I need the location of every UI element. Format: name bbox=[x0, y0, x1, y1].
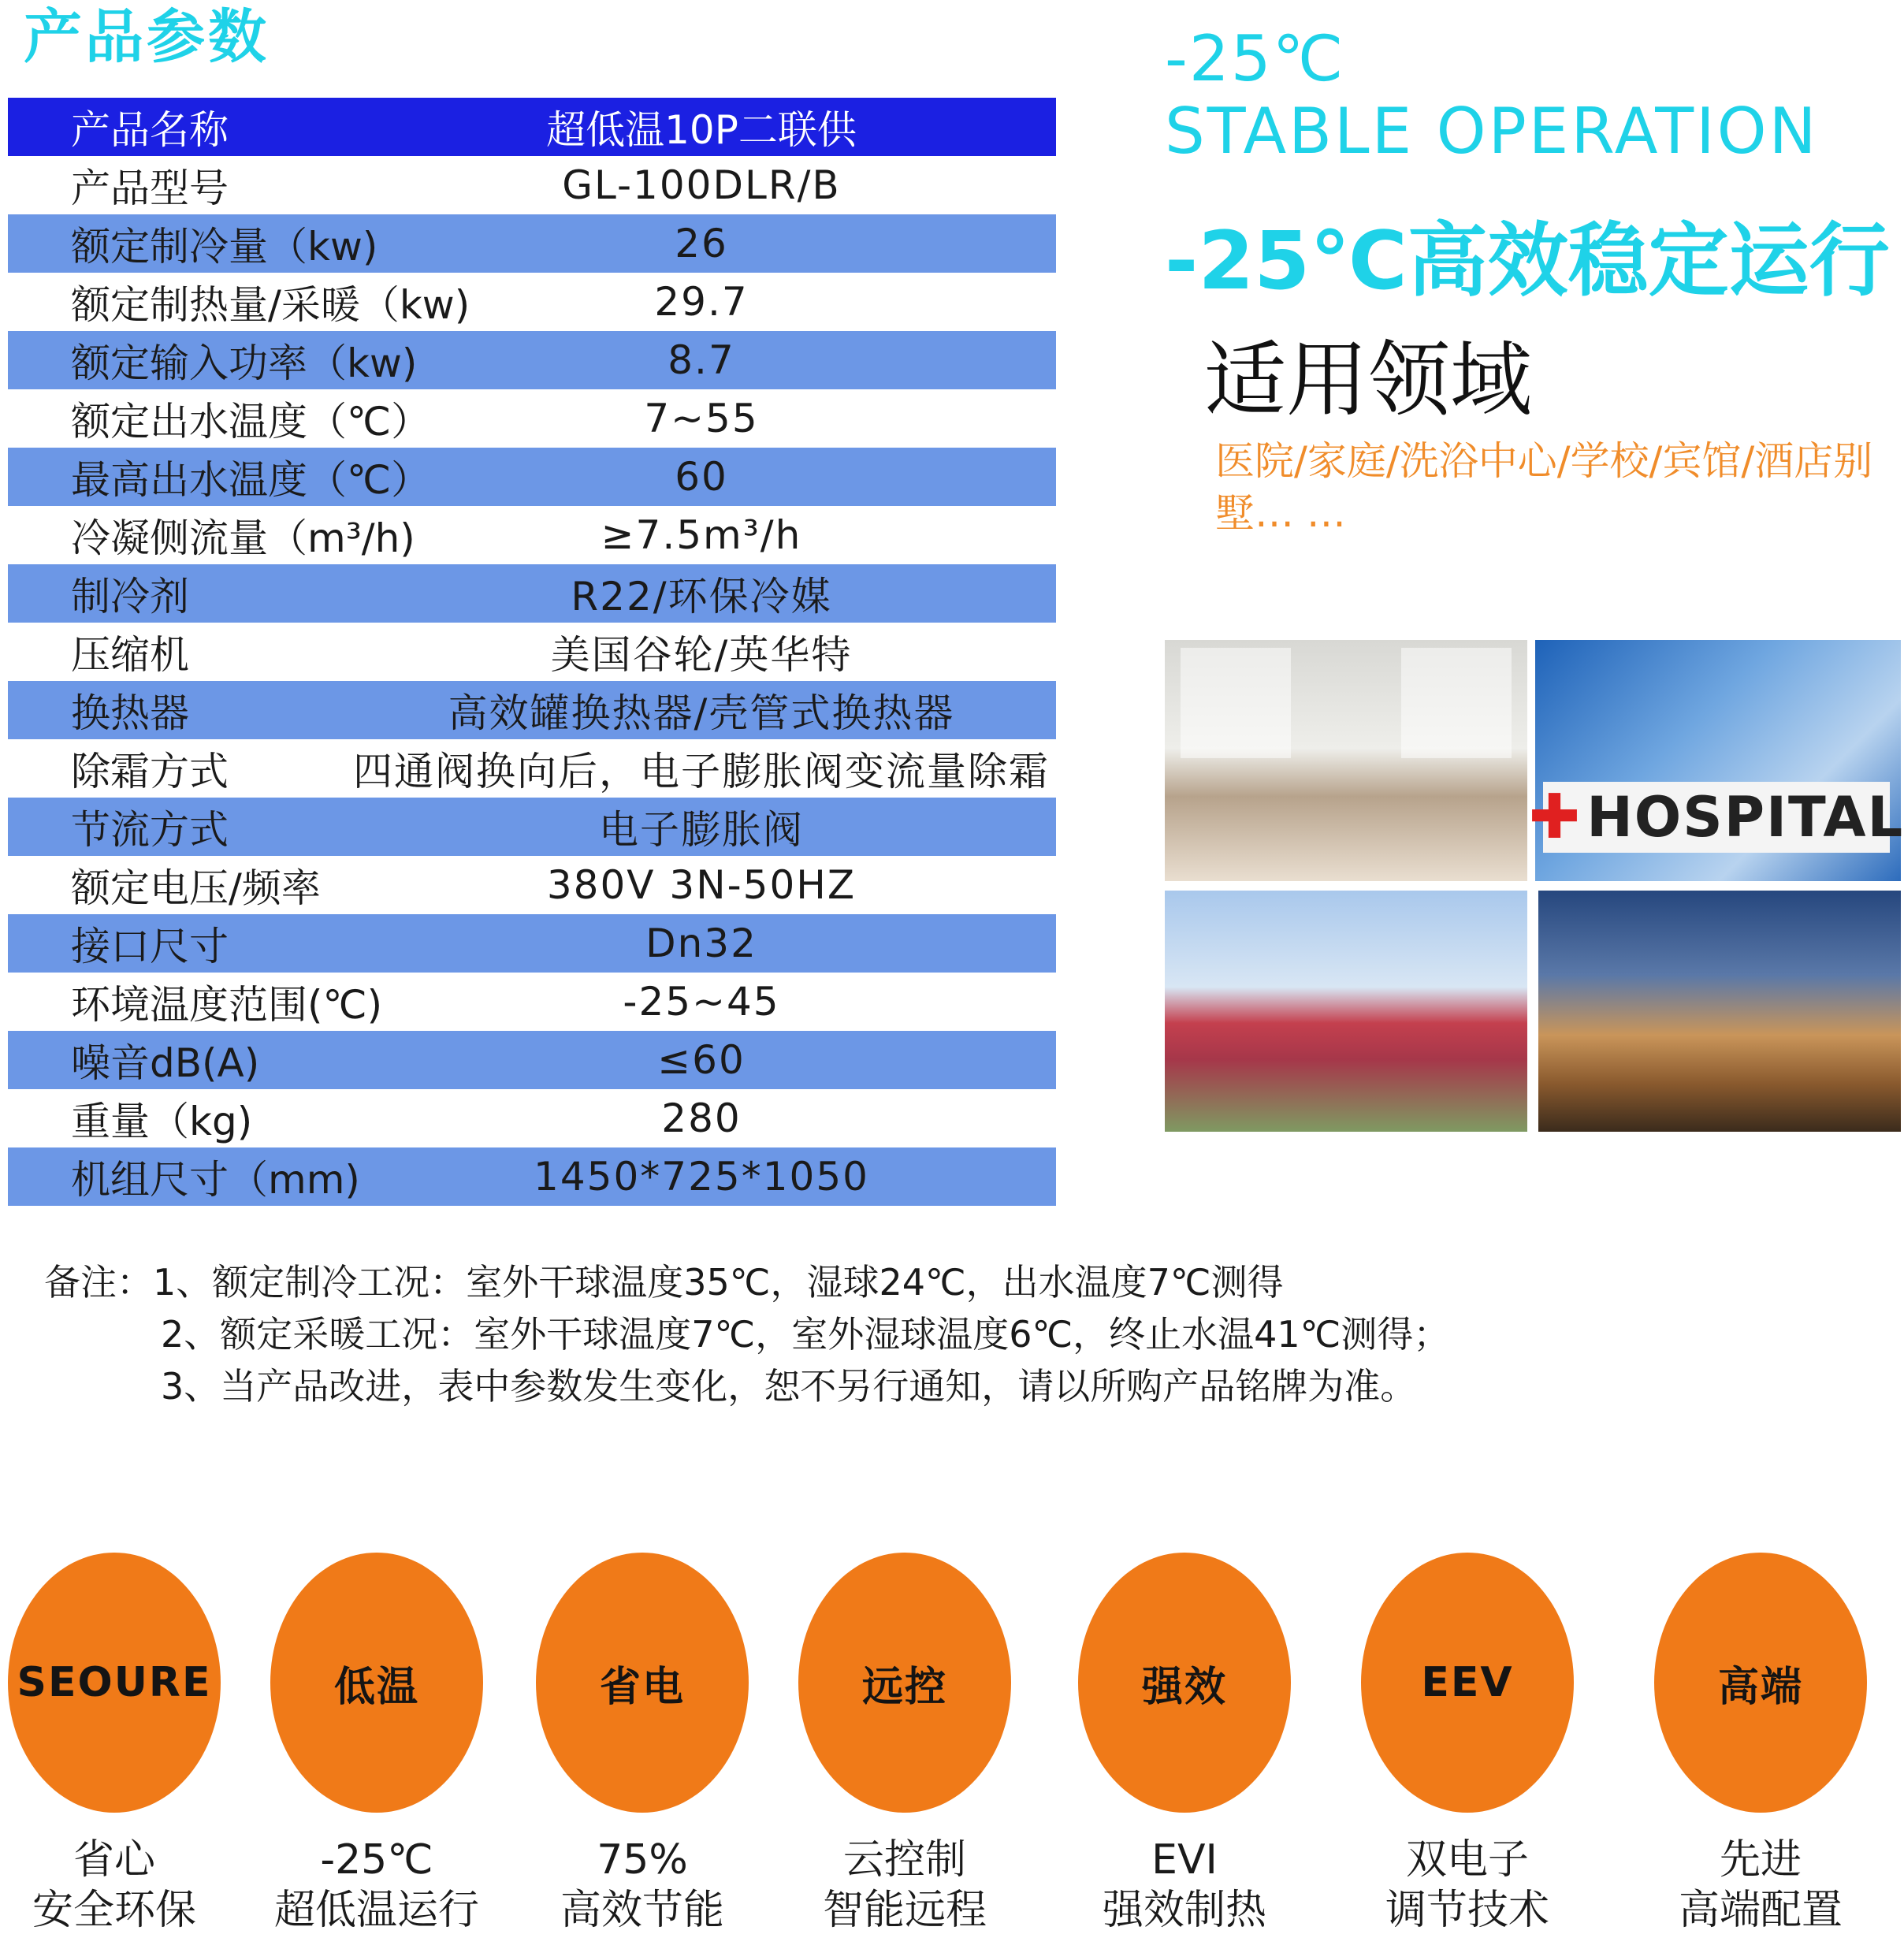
page-title: 产品参数 bbox=[24, 3, 270, 71]
row-value: 26 bbox=[675, 221, 728, 266]
table-row bbox=[8, 739, 1056, 798]
table-row bbox=[8, 214, 1056, 273]
table-row bbox=[8, 1147, 1056, 1206]
row-label: 环境温度范围(℃) bbox=[71, 982, 383, 1028]
table-row bbox=[8, 914, 1056, 973]
row-label: 噪音dB(A) bbox=[71, 1040, 260, 1086]
row-label: 额定制冷量（kw) bbox=[71, 224, 378, 270]
feature-line1: 双电子 bbox=[1405, 1836, 1529, 1884]
feature-line1: 省心 bbox=[73, 1836, 155, 1884]
feature-line2: 智能远程 bbox=[822, 1887, 987, 1934]
temperature-label: -25℃ bbox=[1165, 22, 1345, 95]
row-value: 1450*725*1050 bbox=[534, 1154, 869, 1200]
row-value: 7~55 bbox=[644, 396, 759, 441]
note-line: 3、当产品改进，表中参数发生变化，恕不另行通知，请以所购产品铭牌为准。 bbox=[161, 1365, 1417, 1408]
table-row bbox=[8, 564, 1056, 623]
table-row bbox=[8, 1089, 1056, 1147]
hospital-photo bbox=[1528, 640, 1904, 881]
feature-line2: 调节技术 bbox=[1385, 1887, 1549, 1934]
row-label: 接口尺寸 bbox=[71, 924, 229, 969]
feature-line2: 超低温运行 bbox=[273, 1887, 479, 1934]
table-row bbox=[8, 273, 1056, 331]
feature-item bbox=[508, 1553, 776, 1936]
feature-badge: 省电 bbox=[536, 1553, 749, 1813]
row-label: 换热器 bbox=[71, 690, 189, 736]
row-label: 重量（kg) bbox=[71, 1099, 253, 1144]
window-shape bbox=[1401, 648, 1512, 758]
row-label: 最高出水温度（℃） bbox=[71, 457, 431, 503]
row-value: 高效罐换热器/壳管式换热器 bbox=[448, 690, 955, 736]
row-label: 制冷剂 bbox=[71, 574, 189, 619]
table-row bbox=[8, 448, 1056, 506]
table-row bbox=[8, 98, 1056, 156]
table-row bbox=[8, 798, 1056, 856]
row-value: 四通阀换向后，电子膨胀阀变流量除霜 bbox=[353, 749, 1050, 794]
feature-line2: 高效节能 bbox=[560, 1887, 724, 1934]
school-photo bbox=[1165, 891, 1527, 1132]
row-label: 产品名称 bbox=[71, 107, 229, 153]
row-value: 超低温10P二联供 bbox=[546, 107, 857, 153]
table-row bbox=[8, 506, 1056, 564]
row-value: ≥7.5m³/h bbox=[601, 512, 802, 558]
stable-operation-label: STABLE OPERATION bbox=[1165, 95, 1819, 168]
table-row bbox=[8, 331, 1056, 389]
row-label: 产品型号 bbox=[71, 166, 229, 211]
feature-item bbox=[1051, 1553, 1318, 1936]
feature-line1: EVI bbox=[1151, 1836, 1218, 1884]
row-label: 除霜方式 bbox=[71, 749, 229, 794]
table-row bbox=[8, 389, 1056, 448]
spec-table bbox=[8, 98, 1056, 1206]
family-photo bbox=[1165, 640, 1527, 881]
row-label: 压缩机 bbox=[71, 632, 189, 678]
row-value: R22/环保冷媒 bbox=[571, 574, 832, 619]
table-row bbox=[8, 156, 1056, 214]
feature-badge: 高端 bbox=[1654, 1553, 1867, 1813]
hospital-sign bbox=[1528, 782, 1904, 853]
feature-item bbox=[1333, 1553, 1601, 1936]
application-list: 医院/家庭/洗浴中心/学校/宾馆/酒店别墅… … bbox=[1215, 438, 1873, 536]
table-row bbox=[8, 856, 1056, 914]
row-value: 电子膨胀阀 bbox=[599, 807, 804, 853]
feature-badge: 低温 bbox=[270, 1553, 483, 1813]
row-label: 机组尺寸（mm) bbox=[71, 1157, 360, 1203]
row-value: 280 bbox=[661, 1095, 742, 1141]
row-label: 额定电压/频率 bbox=[71, 865, 321, 911]
hotel-photo bbox=[1538, 891, 1901, 1132]
note-line: 备注：1、额定制冷工况：室外干球温度35℃，湿球24℃，出水温度7℃测得 bbox=[44, 1261, 1284, 1304]
feature-badge: 强效 bbox=[1078, 1553, 1291, 1813]
note-line: 2、额定采暖工况：室外干球温度7℃，室外湿球温度6℃，终止水温41℃测得； bbox=[161, 1313, 1450, 1356]
notes bbox=[44, 1256, 1449, 1412]
window-shape bbox=[1181, 648, 1291, 758]
feature-line1: 75% bbox=[597, 1836, 688, 1884]
row-value: 60 bbox=[675, 454, 728, 500]
headline: -25℃高效稳定运行 bbox=[1165, 214, 1890, 308]
feature-line2: 强效制热 bbox=[1102, 1887, 1266, 1934]
row-value: 380V 3N-50HZ bbox=[546, 862, 857, 908]
feature-line1: -25℃ bbox=[320, 1836, 433, 1884]
row-value: ≤60 bbox=[657, 1037, 746, 1083]
feature-line1: 云控制 bbox=[842, 1836, 966, 1884]
table-row bbox=[8, 1031, 1056, 1089]
feature-line2: 高端配置 bbox=[1678, 1887, 1843, 1934]
table-row bbox=[8, 623, 1056, 681]
feature-badge: EEV bbox=[1361, 1553, 1574, 1813]
feature-item bbox=[1627, 1553, 1895, 1936]
feature-badge: 远控 bbox=[798, 1553, 1011, 1813]
application-title: 适用领域 bbox=[1204, 332, 1533, 428]
row-value: 8.7 bbox=[668, 337, 735, 383]
hospital-sign-text: HOSPITAL bbox=[1586, 785, 1904, 850]
red-cross-icon: ✚ bbox=[1528, 782, 1581, 853]
table-row bbox=[8, 973, 1056, 1031]
feature-badge: SEOURE bbox=[8, 1553, 221, 1813]
row-label: 额定出水温度（℃） bbox=[71, 399, 431, 444]
table-row bbox=[8, 681, 1056, 739]
feature-item bbox=[0, 1553, 248, 1936]
row-value: Dn32 bbox=[645, 921, 757, 966]
row-value: 29.7 bbox=[654, 279, 749, 325]
row-value: GL-100DLR/B bbox=[562, 162, 841, 208]
row-label: 冷凝侧流量（m³/h) bbox=[71, 515, 415, 561]
feature-item bbox=[243, 1553, 511, 1936]
feature-line1: 先进 bbox=[1719, 1836, 1802, 1884]
row-label: 额定制热量/采暖（kw) bbox=[71, 282, 470, 328]
feature-item bbox=[771, 1553, 1039, 1936]
feature-line2: 安全环保 bbox=[32, 1887, 196, 1934]
row-value: -25~45 bbox=[623, 979, 780, 1025]
row-value: 美国谷轮/英华特 bbox=[550, 632, 853, 678]
row-label: 节流方式 bbox=[71, 807, 229, 853]
row-label: 额定输入功率（kw) bbox=[71, 340, 418, 386]
